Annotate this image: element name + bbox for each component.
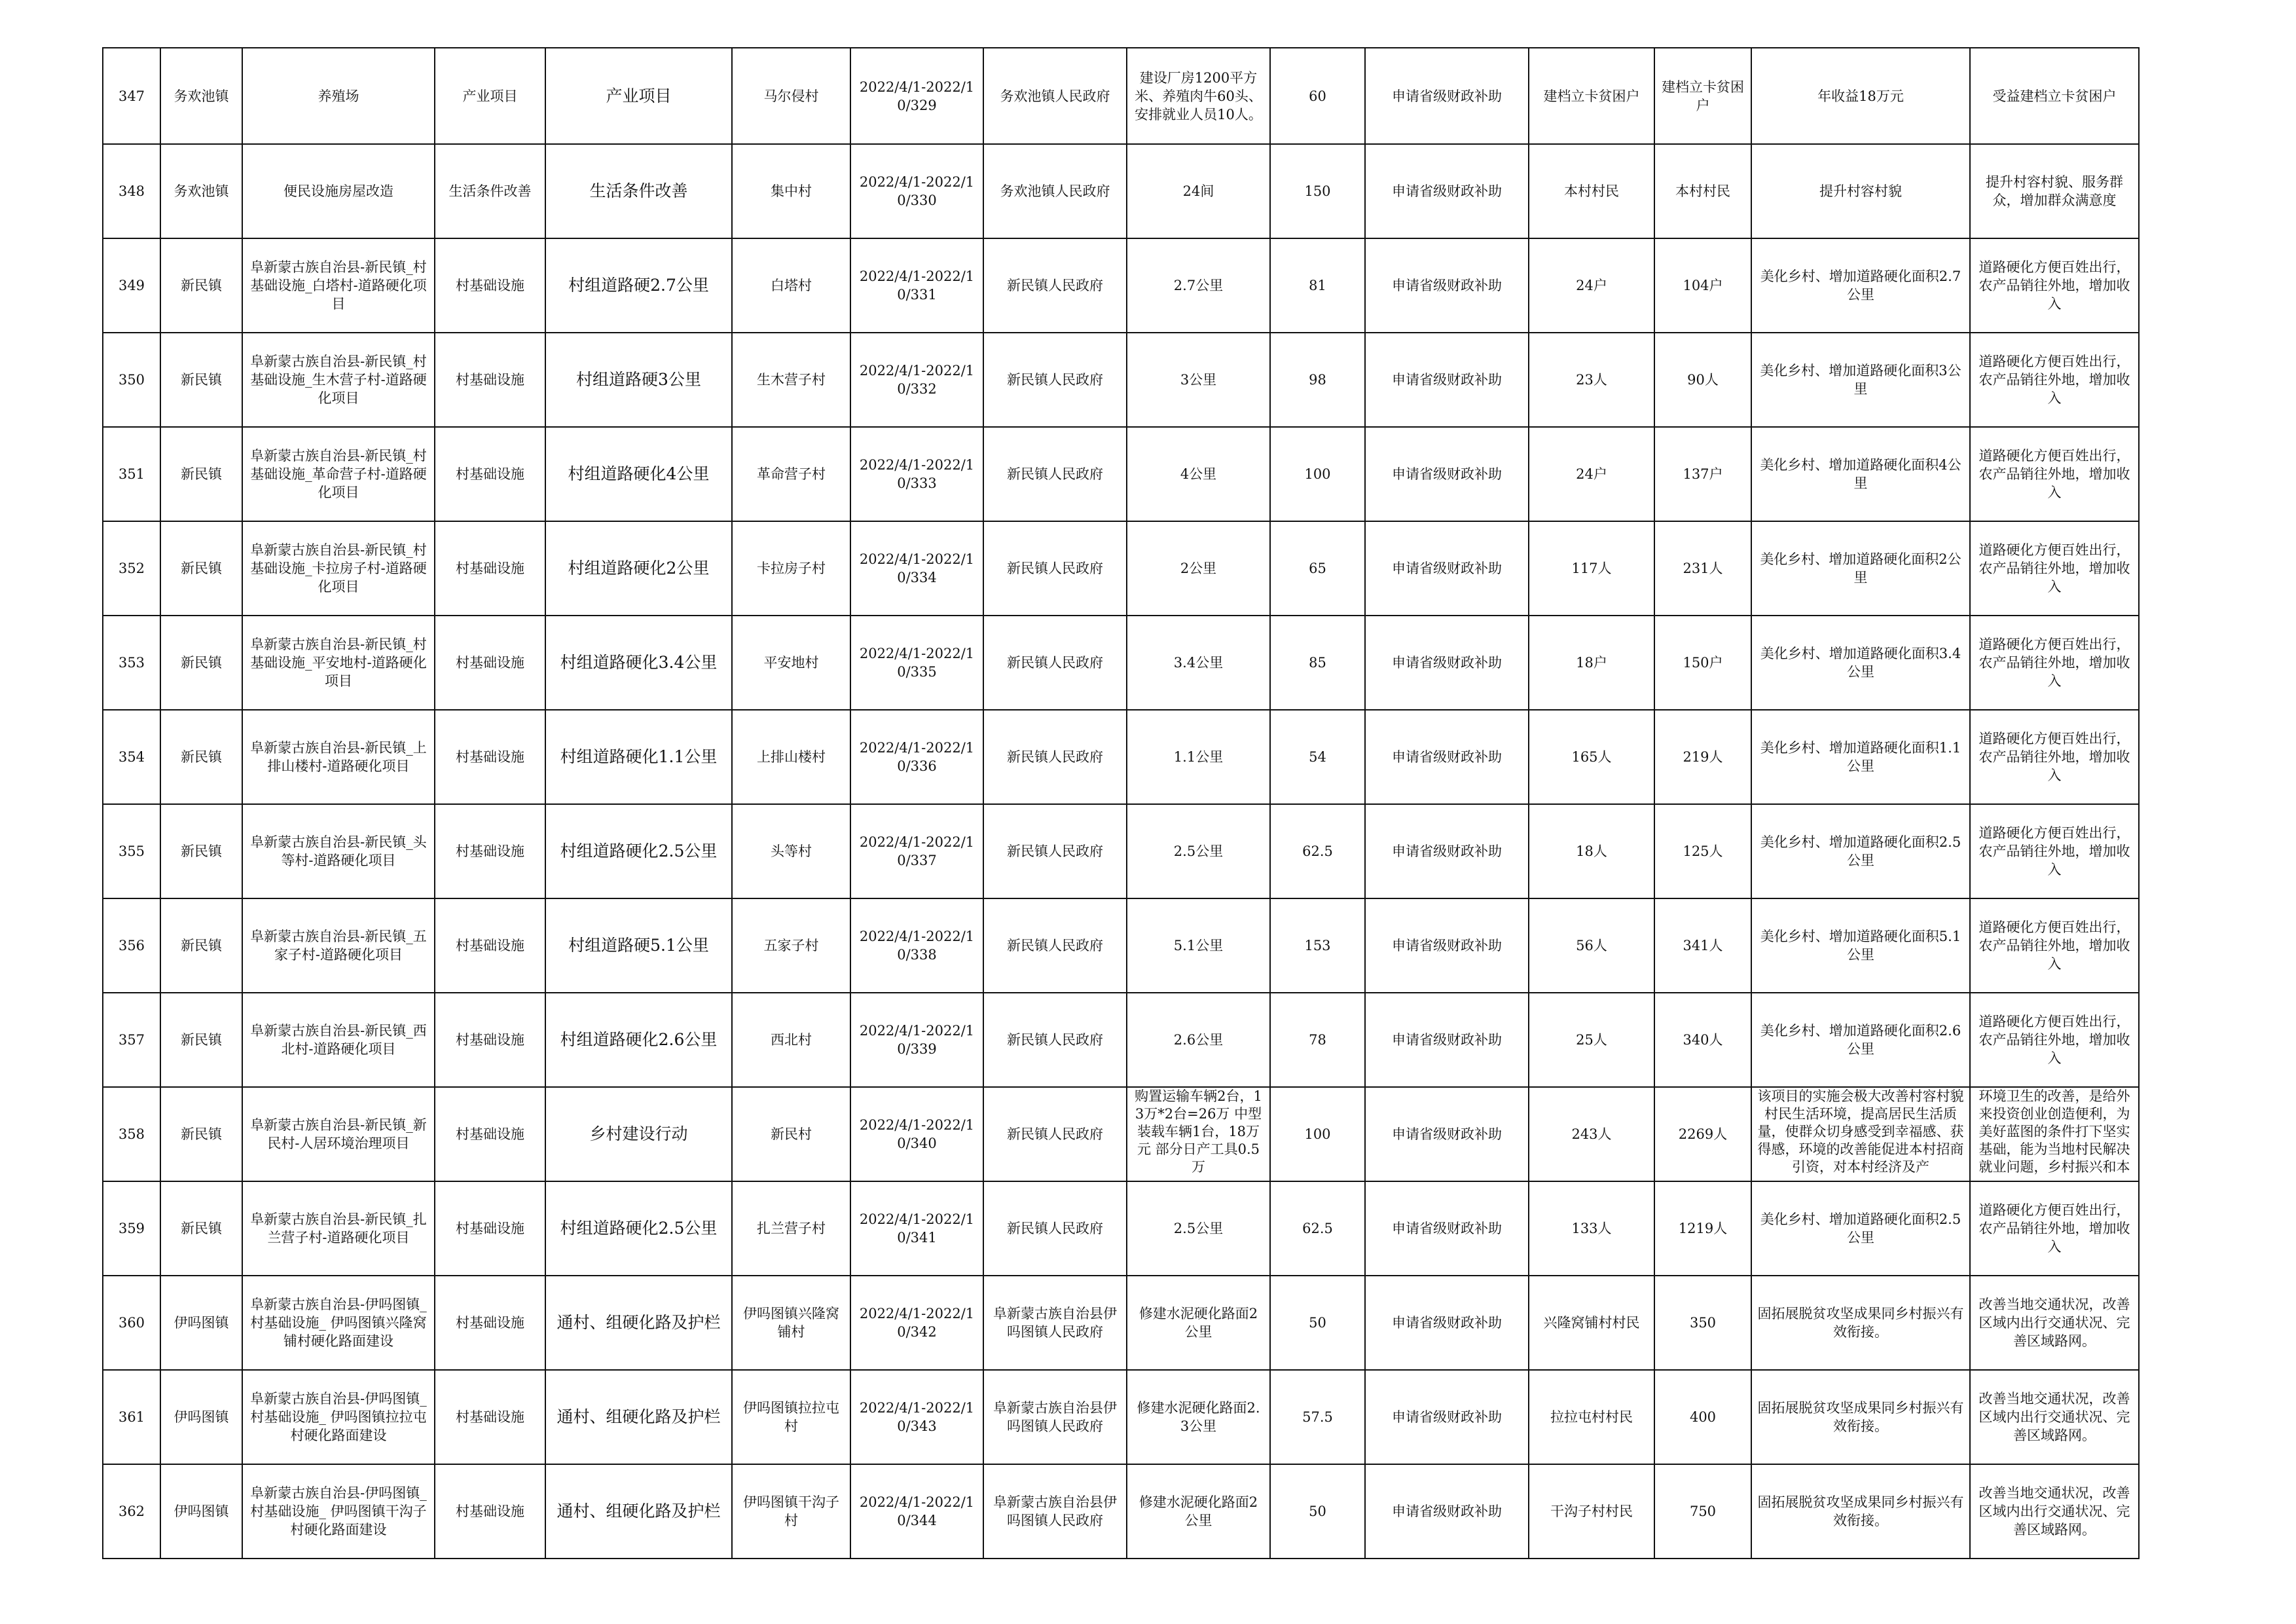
project-name-cell: 阜新蒙古族自治县-新民镇_五家子村-道路硬化项目 — [242, 898, 435, 993]
row-number-cell: 351 — [103, 427, 160, 521]
beneficiary-total-cell: 125人 — [1654, 804, 1751, 898]
project-name-cell: 阜新蒙古族自治县-新民镇_扎兰营子村-道路硬化项目 — [242, 1181, 435, 1276]
village-cell: 扎兰营子村 — [732, 1181, 850, 1276]
category-cell: 村基础设施 — [435, 1464, 545, 1559]
beneficiary-cell: 117人 — [1529, 521, 1654, 616]
category-cell: 村基础设施 — [435, 1181, 545, 1276]
period-cell: 2022/4/1-2022/10/335 — [850, 616, 983, 710]
project-name-cell: 阜新蒙古族自治县-伊吗图镇_村基础设施_ 伊吗图镇兴隆窝铺村硬化路面建设 — [242, 1276, 435, 1370]
beneficiary-cell: 165人 — [1529, 710, 1654, 804]
beneficiary-total-cell: 104户 — [1654, 238, 1751, 333]
village-cell: 上排山楼村 — [732, 710, 850, 804]
category-cell: 生活条件改善 — [435, 144, 545, 238]
implementing-unit-cell: 新民镇人民政府 — [983, 1181, 1127, 1276]
benefit-cell: 美化乡村、增加道路硬化面积4公里 — [1751, 427, 1970, 521]
benefit-cell: 年收益18万元 — [1751, 48, 1970, 144]
table-row — [103, 616, 2139, 710]
implementing-unit-cell: 阜新蒙古族自治县伊吗图镇人民政府 — [983, 1464, 1127, 1559]
beneficiary-total-cell: 1219人 — [1654, 1181, 1751, 1276]
construction-content-cell: 4公里 — [1127, 427, 1270, 521]
beneficiary-cell: 本村村民 — [1529, 144, 1654, 238]
fund-amount-cell: 150 — [1270, 144, 1365, 238]
fund-amount-cell: 85 — [1270, 616, 1365, 710]
beneficiary-total-cell: 2269人 — [1654, 1087, 1751, 1181]
project-name-cell: 阜新蒙古族自治县-新民镇_上排山楼村-道路硬化项目 — [242, 710, 435, 804]
benefit-cell: 美化乡村、增加道路硬化面积2.7公里 — [1751, 238, 1970, 333]
village-cell: 卡拉房子村 — [732, 521, 850, 616]
project-name-cell: 养殖场 — [242, 48, 435, 144]
fund-amount-cell: 100 — [1270, 1087, 1365, 1181]
beneficiary-total-cell: 137户 — [1654, 427, 1751, 521]
effect-cell: 道路硬化方便百姓出行，农产品销往外地，增加收入 — [1970, 238, 2139, 333]
beneficiary-cell: 56人 — [1529, 898, 1654, 993]
implementing-unit-cell: 新民镇人民政府 — [983, 333, 1127, 427]
fund-source-cell: 申请省级财政补助 — [1365, 1464, 1529, 1559]
construction-content-cell: 修建水泥硬化路面2公里 — [1127, 1464, 1270, 1559]
benefit-cell: 美化乡村、增加道路硬化面积2公里 — [1751, 521, 1970, 616]
town-cell: 新民镇 — [160, 521, 242, 616]
beneficiary-total-cell: 90人 — [1654, 333, 1751, 427]
period-cell: 2022/4/1-2022/10/341 — [850, 1181, 983, 1276]
benefit-cell: 美化乡村、增加道路硬化面积2.6公里 — [1751, 993, 1970, 1087]
fund-source-cell: 申请省级财政补助 — [1365, 144, 1529, 238]
fund-source-cell: 申请省级财政补助 — [1365, 616, 1529, 710]
effect-cell: 道路硬化方便百姓出行，农产品销往外地，增加收入 — [1970, 616, 2139, 710]
period-cell: 2022/4/1-2022/10/338 — [850, 898, 983, 993]
implementing-unit-cell: 新民镇人民政府 — [983, 804, 1127, 898]
subcategory-cell: 村组道路硬2.7公里 — [545, 238, 732, 333]
project-name-cell: 阜新蒙古族自治县-新民镇_头等村-道路硬化项目 — [242, 804, 435, 898]
fund-source-cell: 申请省级财政补助 — [1365, 48, 1529, 144]
beneficiary-cell: 24户 — [1529, 238, 1654, 333]
row-number-cell: 352 — [103, 521, 160, 616]
subcategory-cell: 村组道路硬化2.5公里 — [545, 804, 732, 898]
construction-content-cell: 2.7公里 — [1127, 238, 1270, 333]
fund-amount-cell: 54 — [1270, 710, 1365, 804]
beneficiary-total-cell: 219人 — [1654, 710, 1751, 804]
subcategory-cell: 产业项目 — [545, 48, 732, 144]
fund-source-cell: 申请省级财政补助 — [1365, 1370, 1529, 1464]
table-row — [103, 898, 2139, 993]
category-cell: 村基础设施 — [435, 427, 545, 521]
table-row — [103, 48, 2139, 144]
beneficiary-total-cell: 341人 — [1654, 898, 1751, 993]
village-cell: 伊吗图镇拉拉屯村 — [732, 1370, 850, 1464]
town-cell: 新民镇 — [160, 238, 242, 333]
table-row — [103, 1181, 2139, 1276]
fund-amount-cell: 100 — [1270, 427, 1365, 521]
period-cell: 2022/4/1-2022/10/344 — [850, 1464, 983, 1559]
construction-content-cell: 24间 — [1127, 144, 1270, 238]
project-table-sheet — [102, 47, 2138, 1559]
town-cell: 新民镇 — [160, 710, 242, 804]
category-cell: 村基础设施 — [435, 710, 545, 804]
effect-cell: 道路硬化方便百姓出行，农产品销往外地，增加收入 — [1970, 710, 2139, 804]
category-cell: 村基础设施 — [435, 238, 545, 333]
project-name-cell: 阜新蒙古族自治县-伊吗图镇_村基础设施_ 伊吗图镇干沟子村硬化路面建设 — [242, 1464, 435, 1559]
fund-source-cell: 申请省级财政补助 — [1365, 1087, 1529, 1181]
implementing-unit-cell: 阜新蒙古族自治县伊吗图镇人民政府 — [983, 1370, 1127, 1464]
fund-amount-cell: 153 — [1270, 898, 1365, 993]
town-cell: 新民镇 — [160, 804, 242, 898]
fund-source-cell: 申请省级财政补助 — [1365, 333, 1529, 427]
implementing-unit-cell: 新民镇人民政府 — [983, 898, 1127, 993]
beneficiary-total-cell: 231人 — [1654, 521, 1751, 616]
subcategory-cell: 村组道路硬5.1公里 — [545, 898, 732, 993]
town-cell: 务欢池镇 — [160, 48, 242, 144]
project-name-cell: 阜新蒙古族自治县-新民镇_村基础设施_卡拉房子村-道路硬化项目 — [242, 521, 435, 616]
village-cell: 新民村 — [732, 1087, 850, 1181]
period-cell: 2022/4/1-2022/10/342 — [850, 1276, 983, 1370]
town-cell: 务欢池镇 — [160, 144, 242, 238]
fund-amount-cell: 62.5 — [1270, 804, 1365, 898]
village-cell: 白塔村 — [732, 238, 850, 333]
fund-source-cell: 申请省级财政补助 — [1365, 1276, 1529, 1370]
village-cell: 五家子村 — [732, 898, 850, 993]
period-cell: 2022/4/1-2022/10/340 — [850, 1087, 983, 1181]
row-number-cell: 362 — [103, 1464, 160, 1559]
implementing-unit-cell: 新民镇人民政府 — [983, 616, 1127, 710]
beneficiary-total-cell: 建档立卡贫困户 — [1654, 48, 1751, 144]
row-number-cell: 349 — [103, 238, 160, 333]
fund-amount-cell: 65 — [1270, 521, 1365, 616]
construction-content-cell: 修建水泥硬化路面2.3公里 — [1127, 1370, 1270, 1464]
beneficiary-total-cell: 750 — [1654, 1464, 1751, 1559]
fund-source-cell: 申请省级财政补助 — [1365, 804, 1529, 898]
construction-content-cell — [1127, 1087, 1270, 1181]
row-number-cell: 360 — [103, 1276, 160, 1370]
project-name-cell: 阜新蒙古族自治县-新民镇_村基础设施_平安地村-道路硬化项目 — [242, 616, 435, 710]
town-cell: 伊吗图镇 — [160, 1276, 242, 1370]
village-cell: 集中村 — [732, 144, 850, 238]
fund-source-cell: 申请省级财政补助 — [1365, 427, 1529, 521]
construction-content-cell-text: 购置运输车辆2台，13万*2台=26万 中型装载车辆1台，18万元 部分日产工具0.5万 — [1135, 1088, 1262, 1175]
village-cell: 马尔侵村 — [732, 48, 850, 144]
period-cell: 2022/4/1-2022/10/331 — [850, 238, 983, 333]
project-name-cell: 阜新蒙古族自治县-新民镇_新民村-人居环境治理项目 — [242, 1087, 435, 1181]
subcategory-cell: 村组道路硬化3.4公里 — [545, 616, 732, 710]
table-row — [103, 521, 2139, 616]
row-number-cell: 356 — [103, 898, 160, 993]
beneficiary-total-cell: 350 — [1654, 1276, 1751, 1370]
town-cell: 新民镇 — [160, 427, 242, 521]
project-table — [102, 47, 2140, 1559]
project-name-cell: 便民设施房屋改造 — [242, 144, 435, 238]
subcategory-cell: 村组道路硬化2.5公里 — [545, 1181, 732, 1276]
subcategory-cell: 生活条件改善 — [545, 144, 732, 238]
category-cell: 村基础设施 — [435, 898, 545, 993]
benefit-cell — [1751, 1087, 1970, 1181]
subcategory-cell: 通村、组硬化路及护栏 — [545, 1370, 732, 1464]
beneficiary-cell: 25人 — [1529, 993, 1654, 1087]
construction-content-cell: 2.6公里 — [1127, 993, 1270, 1087]
fund-source-cell: 申请省级财政补助 — [1365, 993, 1529, 1087]
fund-source-cell: 申请省级财政补助 — [1365, 1181, 1529, 1276]
fund-amount-cell: 62.5 — [1270, 1181, 1365, 1276]
fund-amount-cell: 78 — [1270, 993, 1365, 1087]
construction-content-cell: 2.5公里 — [1127, 804, 1270, 898]
period-cell: 2022/4/1-2022/10/334 — [850, 521, 983, 616]
fund-amount-cell: 57.5 — [1270, 1370, 1365, 1464]
construction-content-cell: 修建水泥硬化路面2公里 — [1127, 1276, 1270, 1370]
village-cell: 生木营子村 — [732, 333, 850, 427]
period-cell: 2022/4/1-2022/10/333 — [850, 427, 983, 521]
benefit-cell: 美化乡村、增加道路硬化面积2.5公里 — [1751, 804, 1970, 898]
effect-cell: 道路硬化方便百姓出行，农产品销往外地，增加收入 — [1970, 804, 2139, 898]
table-body — [103, 48, 2139, 1559]
beneficiary-cell: 兴隆窝铺村村民 — [1529, 1276, 1654, 1370]
benefit-cell: 固拓展脱贫攻坚成果同乡村振兴有效衔接。 — [1751, 1464, 1970, 1559]
beneficiary-cell: 24户 — [1529, 427, 1654, 521]
table-row — [103, 804, 2139, 898]
category-cell: 村基础设施 — [435, 1087, 545, 1181]
beneficiary-total-cell: 150户 — [1654, 616, 1751, 710]
row-number-cell: 359 — [103, 1181, 160, 1276]
town-cell: 新民镇 — [160, 616, 242, 710]
fund-source-cell: 申请省级财政补助 — [1365, 521, 1529, 616]
subcategory-cell: 村组道路硬化1.1公里 — [545, 710, 732, 804]
table-row — [103, 1464, 2139, 1559]
period-cell: 2022/4/1-2022/10/339 — [850, 993, 983, 1087]
benefit-cell: 提升村容村貌 — [1751, 144, 1970, 238]
period-cell: 2022/4/1-2022/10/332 — [850, 333, 983, 427]
table-row — [103, 333, 2139, 427]
beneficiary-cell: 133人 — [1529, 1181, 1654, 1276]
category-cell: 产业项目 — [435, 48, 545, 144]
beneficiary-cell: 拉拉屯村村民 — [1529, 1370, 1654, 1464]
benefit-cell: 美化乡村、增加道路硬化面积5.1公里 — [1751, 898, 1970, 993]
fund-source-cell: 申请省级财政补助 — [1365, 898, 1529, 993]
effect-cell: 改善当地交通状况，改善区域内出行交通状况、完善区域路网。 — [1970, 1464, 2139, 1559]
construction-content-cell: 2.5公里 — [1127, 1181, 1270, 1276]
implementing-unit-cell: 新民镇人民政府 — [983, 427, 1127, 521]
fund-amount-cell: 50 — [1270, 1464, 1365, 1559]
construction-content-cell: 5.1公里 — [1127, 898, 1270, 993]
project-name-cell: 阜新蒙古族自治县-新民镇_西北村-道路硬化项目 — [242, 993, 435, 1087]
village-cell: 伊吗图镇干沟子村 — [732, 1464, 850, 1559]
town-cell: 新民镇 — [160, 1087, 242, 1181]
row-number-cell: 358 — [103, 1087, 160, 1181]
table-row — [103, 144, 2139, 238]
project-name-cell: 阜新蒙古族自治县-新民镇_村基础设施_革命营子村-道路硬化项目 — [242, 427, 435, 521]
construction-content-cell: 2公里 — [1127, 521, 1270, 616]
town-cell: 伊吗图镇 — [160, 1370, 242, 1464]
table-row — [103, 427, 2139, 521]
fund-amount-cell: 98 — [1270, 333, 1365, 427]
effect-cell: 改善当地交通状况，改善区域内出行交通状况、完善区域路网。 — [1970, 1276, 2139, 1370]
beneficiary-total-cell: 340人 — [1654, 993, 1751, 1087]
category-cell: 村基础设施 — [435, 1370, 545, 1464]
implementing-unit-cell: 新民镇人民政府 — [983, 238, 1127, 333]
category-cell: 村基础设施 — [435, 993, 545, 1087]
implementing-unit-cell: 务欢池镇人民政府 — [983, 144, 1127, 238]
period-cell: 2022/4/1-2022/10/329 — [850, 48, 983, 144]
row-number-cell: 348 — [103, 144, 160, 238]
period-cell: 2022/4/1-2022/10/330 — [850, 144, 983, 238]
row-number-cell: 347 — [103, 48, 160, 144]
beneficiary-cell: 建档立卡贫困户 — [1529, 48, 1654, 144]
implementing-unit-cell: 阜新蒙古族自治县伊吗图镇人民政府 — [983, 1276, 1127, 1370]
project-name-cell: 阜新蒙古族自治县-新民镇_村基础设施_白塔村-道路硬化项目 — [242, 238, 435, 333]
category-cell: 村基础设施 — [435, 333, 545, 427]
effect-cell: 道路硬化方便百姓出行，农产品销往外地，增加收入 — [1970, 333, 2139, 427]
subcategory-cell: 乡村建设行动 — [545, 1087, 732, 1181]
table-row — [103, 993, 2139, 1087]
row-number-cell: 361 — [103, 1370, 160, 1464]
town-cell: 新民镇 — [160, 333, 242, 427]
village-cell: 革命营子村 — [732, 427, 850, 521]
benefit-cell: 固拓展脱贫攻坚成果同乡村振兴有效衔接。 — [1751, 1276, 1970, 1370]
table-row — [103, 1276, 2139, 1370]
beneficiary-total-cell: 本村村民 — [1654, 144, 1751, 238]
category-cell: 村基础设施 — [435, 521, 545, 616]
benefit-cell: 固拓展脱贫攻坚成果同乡村振兴有效衔接。 — [1751, 1370, 1970, 1464]
implementing-unit-cell: 新民镇人民政府 — [983, 993, 1127, 1087]
effect-cell: 受益建档立卡贫困户 — [1970, 48, 2139, 144]
town-cell: 新民镇 — [160, 1181, 242, 1276]
period-cell: 2022/4/1-2022/10/343 — [850, 1370, 983, 1464]
beneficiary-cell: 18户 — [1529, 616, 1654, 710]
category-cell: 村基础设施 — [435, 1276, 545, 1370]
effect-cell: 道路硬化方便百姓出行，农产品销往外地，增加收入 — [1970, 898, 2139, 993]
village-cell: 头等村 — [732, 804, 850, 898]
subcategory-cell: 通村、组硬化路及护栏 — [545, 1464, 732, 1559]
beneficiary-cell: 23人 — [1529, 333, 1654, 427]
effect-cell: 道路硬化方便百姓出行，农产品销往外地，增加收入 — [1970, 1181, 2139, 1276]
subcategory-cell: 村组道路硬3公里 — [545, 333, 732, 427]
construction-content-cell: 3公里 — [1127, 333, 1270, 427]
period-cell: 2022/4/1-2022/10/336 — [850, 710, 983, 804]
beneficiary-cell: 干沟子村村民 — [1529, 1464, 1654, 1559]
town-cell: 伊吗图镇 — [160, 1464, 242, 1559]
effect-cell: 道路硬化方便百姓出行，农产品销往外地，增加收入 — [1970, 427, 2139, 521]
subcategory-cell: 村组道路硬化2.6公里 — [545, 993, 732, 1087]
town-cell: 新民镇 — [160, 993, 242, 1087]
row-number-cell: 353 — [103, 616, 160, 710]
row-number-cell: 354 — [103, 710, 160, 804]
village-cell: 西北村 — [732, 993, 850, 1087]
implementing-unit-cell: 新民镇人民政府 — [983, 710, 1127, 804]
row-number-cell: 350 — [103, 333, 160, 427]
construction-content-cell: 建设厂房1200平方米、养殖肉牛60头、安排就业人员10人。 — [1127, 48, 1270, 144]
benefit-cell: 美化乡村、增加道路硬化面积3公里 — [1751, 333, 1970, 427]
implementing-unit-cell: 新民镇人民政府 — [983, 521, 1127, 616]
row-number-cell: 357 — [103, 993, 160, 1087]
period-cell: 2022/4/1-2022/10/337 — [850, 804, 983, 898]
row-number-cell: 355 — [103, 804, 160, 898]
benefit-cell: 美化乡村、增加道路硬化面积1.1公里 — [1751, 710, 1970, 804]
fund-amount-cell: 50 — [1270, 1276, 1365, 1370]
effect-cell: 道路硬化方便百姓出行，农产品销往外地，增加收入 — [1970, 521, 2139, 616]
benefit-cell: 美化乡村、增加道路硬化面积3.4公里 — [1751, 616, 1970, 710]
table-row — [103, 238, 2139, 333]
benefit-cell: 美化乡村、增加道路硬化面积2.5公里 — [1751, 1181, 1970, 1276]
effect-cell: 道路硬化方便百姓出行，农产品销往外地，增加收入 — [1970, 993, 2139, 1087]
implementing-unit-cell: 新民镇人民政府 — [983, 1087, 1127, 1181]
table-row — [103, 1370, 2139, 1464]
effect-cell — [1970, 1087, 2139, 1181]
effect-cell-text: 环境卫生的改善，是给外来投资创业创造便利，为美好蓝图的条件打下坚实基础，能为当地村民解决就业问题，乡村振兴和本 — [1978, 1088, 2130, 1175]
effect-cell: 提升村容村貌、服务群众，增加群众满意度 — [1970, 144, 2139, 238]
beneficiary-cell: 18人 — [1529, 804, 1654, 898]
category-cell: 村基础设施 — [435, 616, 545, 710]
project-name-cell: 阜新蒙古族自治县-新民镇_村基础设施_生木营子村-道路硬化项目 — [242, 333, 435, 427]
fund-source-cell: 申请省级财政补助 — [1365, 710, 1529, 804]
village-cell: 伊吗图镇兴隆窝铺村 — [732, 1276, 850, 1370]
table-row — [103, 1087, 2139, 1181]
table-row — [103, 710, 2139, 804]
implementing-unit-cell: 务欢池镇人民政府 — [983, 48, 1127, 144]
fund-amount-cell: 60 — [1270, 48, 1365, 144]
subcategory-cell: 村组道路硬化2公里 — [545, 521, 732, 616]
beneficiary-total-cell: 400 — [1654, 1370, 1751, 1464]
project-name-cell: 阜新蒙古族自治县-伊吗图镇_村基础设施_ 伊吗图镇拉拉屯村硬化路面建设 — [242, 1370, 435, 1464]
beneficiary-cell: 243人 — [1529, 1087, 1654, 1181]
fund-source-cell: 申请省级财政补助 — [1365, 238, 1529, 333]
category-cell: 村基础设施 — [435, 804, 545, 898]
town-cell: 新民镇 — [160, 898, 242, 993]
subcategory-cell: 通村、组硬化路及护栏 — [545, 1276, 732, 1370]
fund-amount-cell: 81 — [1270, 238, 1365, 333]
effect-cell: 改善当地交通状况，改善区域内出行交通状况、完善区域路网。 — [1970, 1370, 2139, 1464]
construction-content-cell: 3.4公里 — [1127, 616, 1270, 710]
construction-content-cell: 1.1公里 — [1127, 710, 1270, 804]
benefit-cell-text: 该项目的实施会极大改善村容村貌村民生活环境，提高居民生活质量，使群众切身感受到幸福感、获得感，环境的改善能促进本村招商引资，对本村经济及产 — [1757, 1088, 1964, 1175]
village-cell: 平安地村 — [732, 616, 850, 710]
subcategory-cell: 村组道路硬化4公里 — [545, 427, 732, 521]
